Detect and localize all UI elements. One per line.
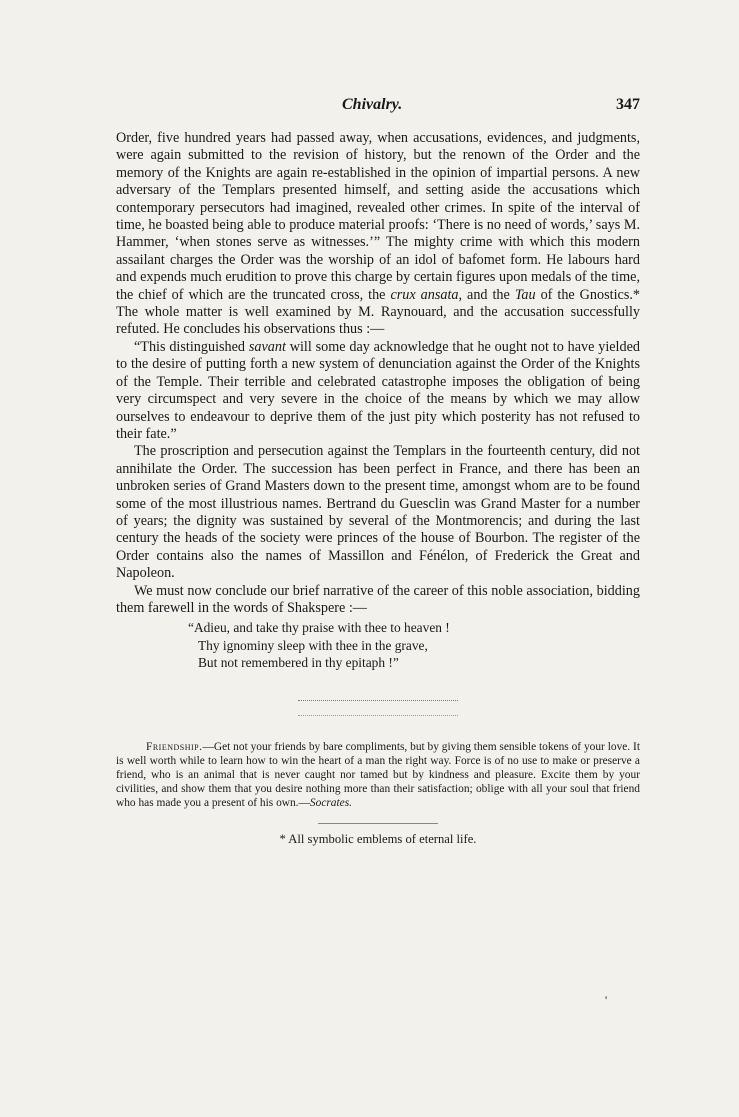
text-run: Order, five hundred years had passed away, when accusations, evidences, and judgments, were again submitted to the revision of history, but the renown of the Order and the memory of the Knights are again re-established in the opinion of impartial persons. A new adversary of the Templars presented himself, and setting aside the accusations which contemporary persecutors had imagined, revealed other crimes. In spite of the interval of time, he boasted being able to produce material proofs: ‘There is no need of words,’ says M. Hammer, ‘when stones serve as witnesses.’” The mighty crime with which this modern assailant charges the Order was the worship of an idol of bafomet form. He labours hard and expends much erudition to prove this charge by certain figures upon medals of the time, the chief of which are the truncated cross, the [116, 130, 640, 303]
verse-quotation [188, 619, 640, 671]
anecdote-text: —Get not your friends by bare compliments, but by giving them sensible tokens of your love. It is well worth while to learn how to win the heart of a man the right way. Force is of no use to make or preserve a friend, who is an animal that is never caught nor tamed but by kindness and pleasure. Excite them by your civilities, and show them that you desire nothing more than their satisfaction; oblige with all your soul that friend who has made you a present of his own.— [116, 740, 640, 810]
italic-run: savant [248, 338, 286, 355]
footnote-rule [318, 823, 438, 824]
running-head [116, 96, 640, 122]
page [116, 96, 640, 847]
paragraph-templars-accusation [116, 130, 640, 339]
paragraph-raynouard-quote [116, 339, 640, 443]
text-run: and the [462, 286, 515, 303]
paragraph-succession: The proscription and persecution against the Templars in the fourteenth century, did not annihilate the Order. The succession has been perfect in France, and there has been an unbroken series of Grand Masters down to the present time, amongst whom are to be found some of the most illustrious names. Bertrand du Guesclin was Grand Master for a number of years; the dignity was sustained by several of the Montmorencis; and during the last century the heads of the society were princes of the house of Bourbon. The register of the Order contains also the names of Massillon and Fénélon, of Frederick the Great and Napoleon. [116, 443, 640, 582]
body-text [116, 130, 640, 672]
ornament-divider [298, 700, 458, 716]
text-run: will some day acknowledge that he ought not to have yielded to the desire of putting forth a new system of denunciation against the Order of the Knights of the Temple. Their terrible and celebrated catastrophe imposes the obligation of being very circumspect and very severe in the choice of the means by which we may allow ourselves to endeavour to deprive them of the just pity which posterity has not refused to their fate.” [116, 338, 640, 442]
italic-run: crux ansata, [390, 286, 463, 303]
text-run: of the Gnostics.* The whole matter is well examined by M. Raynouard, and the accusation successfully refuted. He concludes his observations thus :— [116, 286, 640, 338]
footnote: * All symbolic emblems of eternal life. [279, 831, 477, 846]
page-mark: ' [605, 993, 608, 1007]
anecdote-attribution: Socrates. [309, 797, 352, 810]
anecdote-heading: Friendship. [146, 740, 203, 753]
friendship-anecdote [116, 740, 640, 811]
verse-line: “Adieu, and take thy praise with thee to heaven ! [188, 620, 450, 636]
text-run: “This distinguished [134, 338, 249, 355]
page-number: 347 [616, 96, 640, 113]
paragraph-conclusion: We must now conclude our brief narrative of the career of this noble association, bidding them farewell in the words of Shakspere :— [116, 582, 640, 616]
italic-run: Tau [514, 286, 536, 303]
verse-line: Thy ignominy sleep with thee in the grave, [198, 637, 428, 653]
running-title: Chivalry. [342, 96, 403, 113]
verse-line: But not remembered in thy epitaph !” [198, 655, 399, 671]
